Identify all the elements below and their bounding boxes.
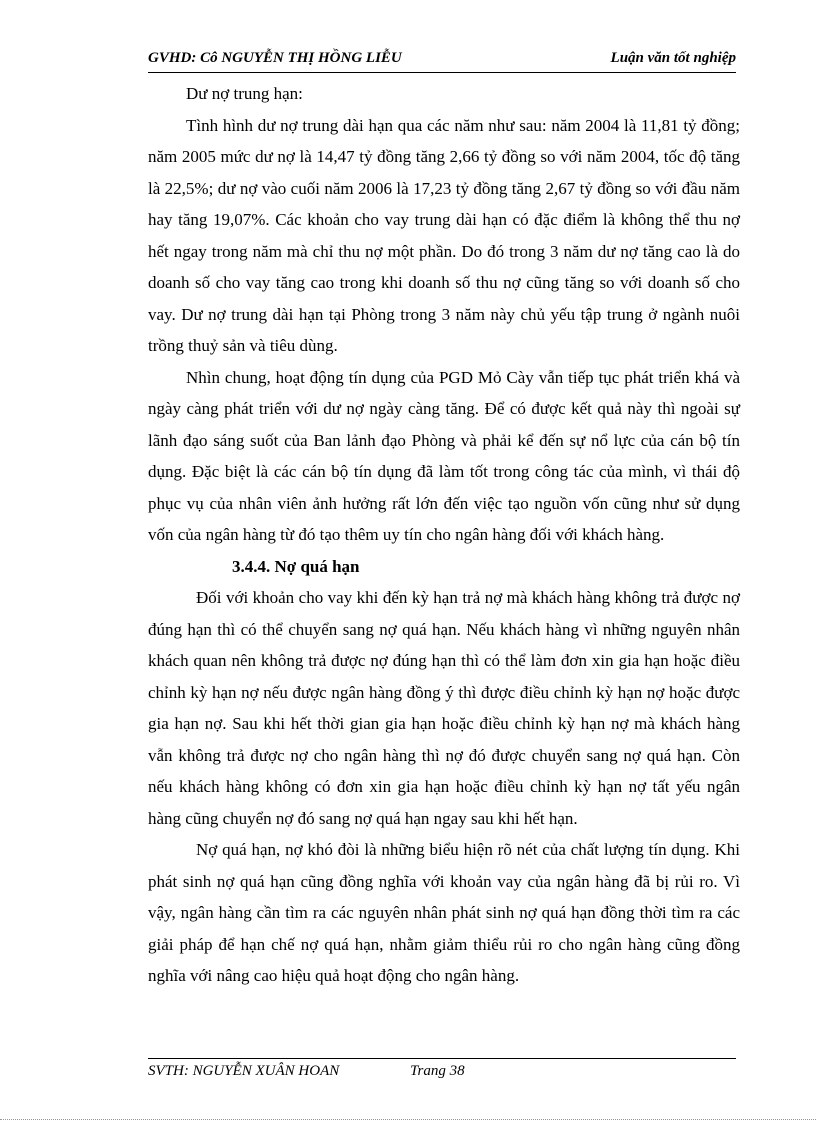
page-footer: [148, 1058, 736, 1081]
document-type: Luận văn tốt nghiệp: [610, 50, 736, 66]
paragraph-overdue-definition: Đối với khoản cho vay khi đến kỳ hạn trả nợ mà khách hàng không trả được nợ đúng hạn thì có thể chuyển sang nợ quá hạn. Nếu khách hàng vì những nguyên nhân khách quan nên không trả được nợ đúng hạn thì có thể làm đơn xin gia hạn hoặc điều chỉnh kỳ hạn nợ nếu được ngân hàng đồng ý thì được điều chỉnh kỳ hạn nợ hoặc được gia hạn nợ. Sau khi hết thời gian gia hạn hoặc điều chỉnh kỳ hạn nợ mà khách hàng vẫn không trả được nợ cho ngân hàng thì nợ đó được chuyển sang nợ quá hạn. Còn nếu khách hàng không có đơn xin gia hạn hoặc điều chỉnh kỳ hạn nợ tất yếu ngân hàng cũng chuyển nợ đó sang nợ quá hạn ngay sau khi hết hạn.: [148, 588, 740, 828]
page-body: [148, 78, 740, 992]
page-number: Trang 38: [410, 1063, 465, 1079]
page-edge-divider: [0, 1119, 816, 1120]
section-heading-overdue-debt: 3.4.4. Nợ quá hạn: [232, 556, 360, 576]
paragraph-medium-term-debt: Tình hình dư nợ trung dài hạn qua các năm như sau: năm 2004 là 11,81 tỷ đồng; năm 2005 mức dư nợ là 14,47 tỷ đồng tăng 2,66 tỷ đồng so với năm 2004, tốc độ tăng là 22,5%; dư nợ vào cuối năm 2006 là 17,23 tỷ đồng tăng 2,67 tỷ đồng so với đầu năm hay tăng 19,07%. Các khoản cho vay trung dài hạn có đặc điểm là không thể thu nợ hết ngay trong năm mà chỉ thu nợ một phần. Do đó trong 3 năm dư nợ tăng cao là do doanh số cho vay tăng cao trong khi doanh số thu nợ cũng tăng so với doanh số cho vay. Dư nợ trung dài hạn tại Phòng trong 3 năm này chủ yếu tập trung ở ngành nuôi trồng thuỷ sản và tiêu dùng.: [148, 115, 740, 355]
medium-term-subheading: Dư nợ trung hạn:: [186, 84, 303, 103]
supervisor-name: GVHD: Cô NGUYỄN THỊ HỒNG LIỄU: [148, 50, 402, 66]
paragraph-overall-credit: Nhìn chung, hoạt động tín dụng của PGD Mỏ Cày vẫn tiếp tục phát triển khá và ngày càng phát triển với dư nợ ngày càng tăng. Để có được kết quả này thì ngoài sự lãnh đạo sáng suốt của Ban lảnh đạo Phòng và phải kể đến sự nổ lực của cán bộ tín dụng. Đặc biệt là các cán bộ tín dụng đã làm tốt trong công tác của mình, vì thái độ phục vụ của nhân viên ảnh hưởng rất lớn đến việc tạo nguồn vốn cũng như sử dụng vốn của ngân hàng từ đó tạo thêm uy tín cho ngân hàng đối với khách hàng.: [148, 367, 740, 544]
page-header: [148, 50, 736, 73]
paragraph-overdue-risk: Nợ quá hạn, nợ khó đòi là những biểu hiện rõ nét của chất lượng tín dụng. Khi phát sinh nợ quá hạn cũng đồng nghĩa với khoản vay của ngân hàng đã bị rủi ro. Vì vậy, ngân hàng cần tìm ra các nguyên nhân phát sinh nợ quá hạn đồng thời tìm ra các giải pháp để hạn chế nợ quá hạn, nhằm giảm thiểu rủi ro cho ngân hàng cũng đồng nghĩa với nâng cao hiệu quả hoạt động cho ngân hàng.: [148, 840, 740, 985]
student-name: SVTH: NGUYỄN XUÂN HOAN: [148, 1063, 340, 1079]
